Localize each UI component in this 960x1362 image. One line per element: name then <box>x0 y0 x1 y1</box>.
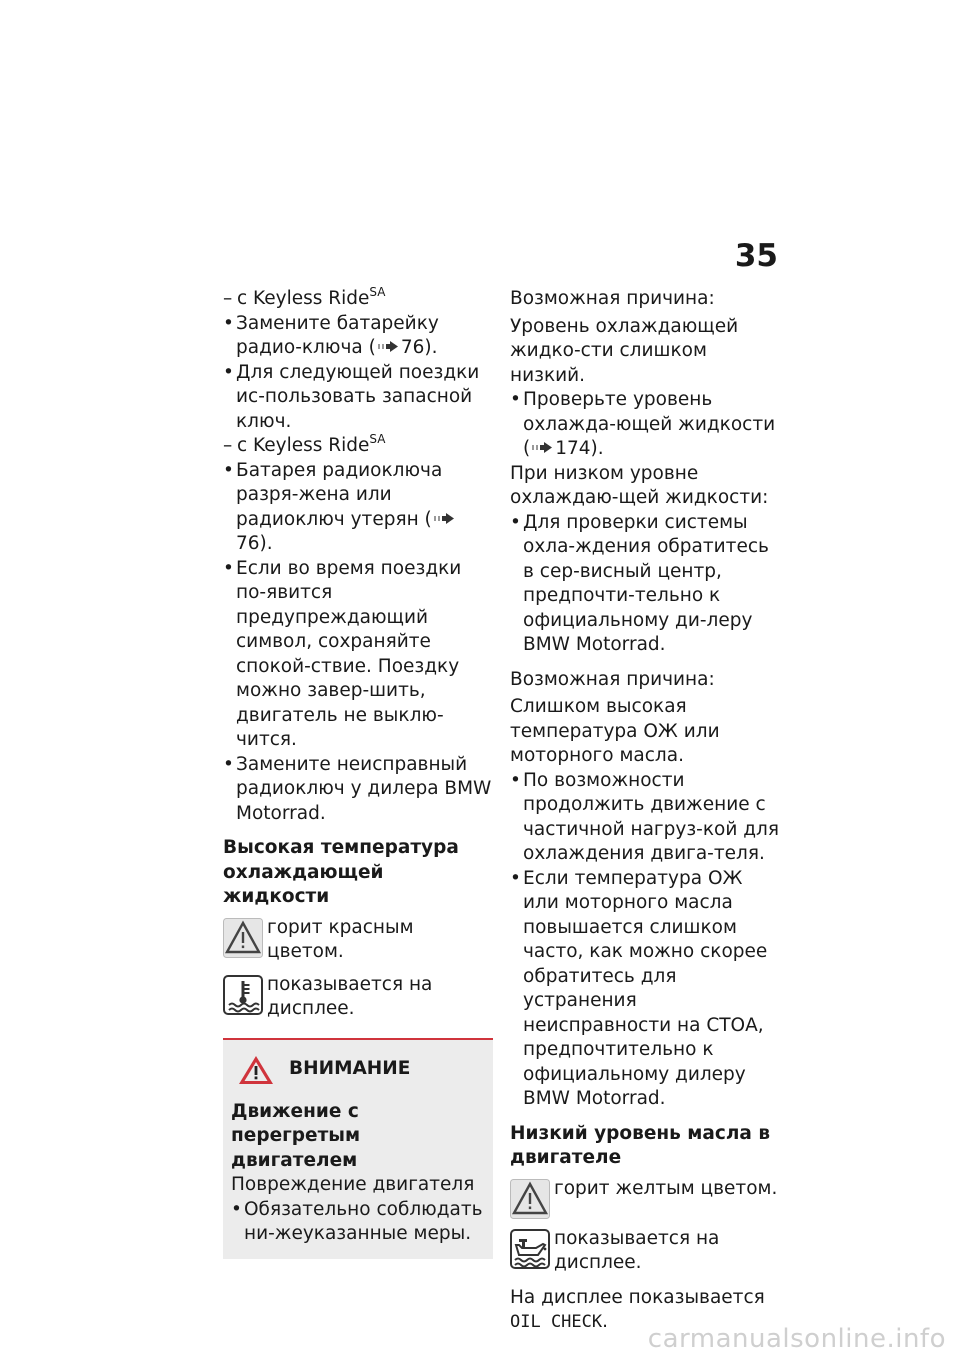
sa-badge: SA <box>369 432 386 446</box>
cause-label-2: Возможная причина: <box>510 668 715 690</box>
coolant-temperature-icon <box>223 975 263 1015</box>
warning-box <box>223 1038 493 1259</box>
indicator-yellow-text: горит желтым цветом. <box>554 1177 778 1199</box>
display-message-text: На дисплее показывается <box>510 1286 765 1308</box>
indicator-row-general-warning-yellow <box>510 1177 782 1219</box>
page-ref-arrow-icon <box>532 442 552 453</box>
right-column <box>510 287 782 1335</box>
bullet-check-coolant <box>510 388 782 462</box>
bullet-stay-calm: • Если во время поездки по-явится предупреждающий символ, сохраняйте спокой-ствие. Поездку можно завер-шить, двигатель не выклю-чится. <box>223 557 493 753</box>
bullet-partial-load: • По возможности продолжить движение с частичной нагруз-кой для охлаждения двига-теля. <box>510 769 782 867</box>
cause-text-2: Слишком высокая температура ОЖ или моторного масла. <box>510 696 720 766</box>
page-number: 35 <box>734 238 778 274</box>
oil-can-icon <box>510 1229 550 1269</box>
display-code: OIL CHECK <box>510 1312 603 1332</box>
keyless-condition-1 <box>223 287 493 312</box>
warning-bullet: • Обязательно соблюдать ни-жеуказанные меры. <box>231 1198 483 1247</box>
bullet-replace-key: • Замените неисправный радиоключ у дилера BMW Motorrad. <box>223 753 493 827</box>
section-heading-oil-level: Низкий уровень масла в двигателе <box>510 1122 771 1168</box>
indicator-display-text: показывается на дисплее. <box>554 1227 720 1273</box>
warning-subtitle: Движение с перегретым двигателем <box>231 1100 361 1171</box>
bullet-temp-rising: • Если температура ОЖ или моторного масла повышается слишком часто, как можно скорее обратитесь для устранения неисправности на СТОА, предпочтительно к официальному дилеру BMW Motorrad. <box>510 867 782 1112</box>
page-ref-arrow-icon <box>378 341 398 352</box>
warning-text: Повреждение двигателя <box>231 1174 475 1195</box>
general-warning-light-icon <box>510 1179 550 1219</box>
bullet-text: Батарея радиоключа разря-жена или радиоключ утерян ( <box>236 459 443 530</box>
bullet-battery-dead <box>223 459 493 557</box>
bullet-replace-battery <box>223 312 493 361</box>
sa-badge: SA <box>369 285 386 299</box>
bullet-spare-key: • Для следующей поездки ис-пользовать запасной ключ. <box>223 361 493 435</box>
general-warning-light-icon <box>223 918 263 958</box>
indicator-row-oil <box>510 1227 782 1276</box>
indicator-red-text: горит красным цветом. <box>267 916 414 962</box>
keyless-label: с Keyless Ride <box>237 288 370 309</box>
left-column <box>223 287 493 1259</box>
bullet-text: Проверьте уровень охлажда-ющей жидкости ( <box>523 389 776 459</box>
bullet-text: Замените батарейку радио-ключа ( <box>236 312 439 358</box>
indicator-row-coolant <box>223 973 493 1022</box>
keyless-label: с Keyless Ride <box>237 435 370 456</box>
cause-label-1: Возможная причина: <box>510 288 715 309</box>
bullet-service-center: • Для проверки системы охла-ждения обратитесь в сер-висный центр, предпочти-тельно к официальному ди-леру BMW Motorrad. <box>510 511 782 658</box>
warning-title <box>231 1054 483 1086</box>
page-ref-arrow-icon <box>434 513 454 524</box>
cause-text-1: Уровень охлаждающей жидко-сти слишком низкий. <box>510 315 739 386</box>
low-level-text: При низком уровне охлаждаю-щей жидкости: <box>510 462 769 508</box>
watermark: carmanualsonline.info <box>647 1324 946 1354</box>
indicator-display-text: показывается на дисплее. <box>267 973 433 1019</box>
warning-triangle-icon <box>237 1054 275 1086</box>
indicator-row-general-warning <box>223 916 493 965</box>
page-ref: 174). <box>555 438 604 459</box>
warning-title-text: ВНИМАНИЕ <box>289 1058 411 1080</box>
page-ref: 76). <box>236 533 273 554</box>
display-message-end: . <box>602 1311 609 1332</box>
keyless-condition-2 <box>223 434 493 459</box>
section-heading-coolant-temp: Высокая температура охлаждающей жидкости <box>223 837 459 907</box>
page-ref: 76). <box>400 337 438 358</box>
